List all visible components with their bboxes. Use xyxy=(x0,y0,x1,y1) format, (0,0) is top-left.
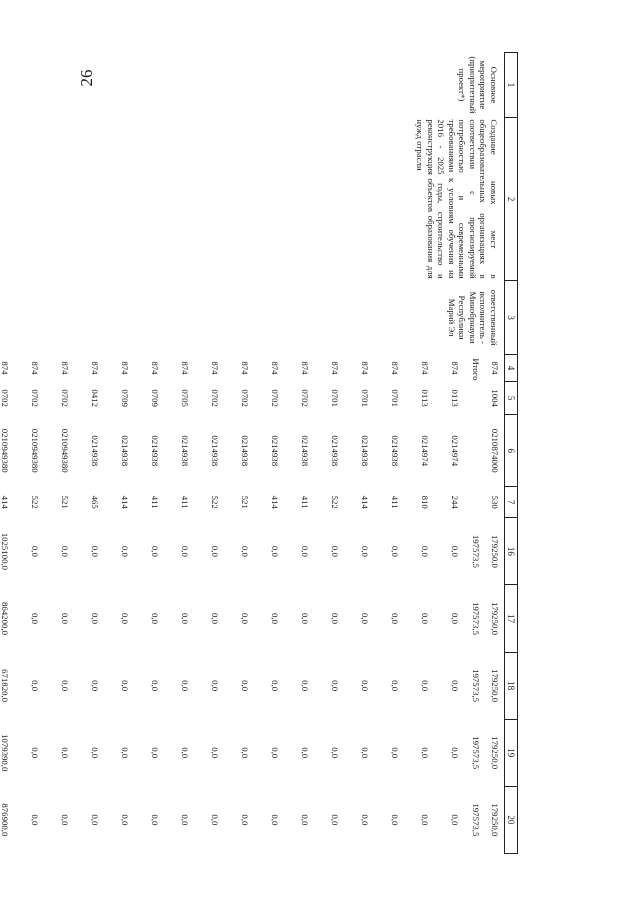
itogo-label: Итого xyxy=(471,358,481,381)
table-row-first xyxy=(470,53,505,854)
csr-cell: 0214938 xyxy=(300,435,311,467)
value-cell-16: 0,0 xyxy=(120,545,131,557)
value-cell-16: 0,0 xyxy=(330,545,341,557)
value-cell-16: 0,0 xyxy=(30,545,41,557)
value-cell-19: 0,0 xyxy=(180,747,191,759)
value-cell-17: 0,0 xyxy=(90,612,101,624)
header-cell: 6 xyxy=(505,415,518,487)
rzpr-cell: 0701 xyxy=(390,389,401,407)
csr-cell: 0214938 xyxy=(390,435,401,467)
value-cell-20: 0,0 xyxy=(120,814,131,826)
value-cell-16: 1025100,0 xyxy=(0,532,11,571)
header-cell: 20 xyxy=(505,786,518,853)
vr-cell: 522 xyxy=(210,495,221,509)
rzpr-cell: 0702 xyxy=(60,389,71,407)
value-cell-20: 0,0 xyxy=(420,814,431,826)
value-cell-18: 0,0 xyxy=(450,680,461,692)
value-cell-16: 0,0 xyxy=(210,545,221,557)
value-cell-20: 0,0 xyxy=(360,814,371,826)
value-cell-20: 0,0 xyxy=(450,814,461,826)
rzpr-cell: 0702 xyxy=(240,389,251,407)
value-cell-17: 0,0 xyxy=(390,612,401,624)
value-cell-20: 0,0 xyxy=(240,814,251,826)
value-amount-total: 197573,5 xyxy=(471,736,481,770)
csr-value: 0210874000 xyxy=(490,428,500,473)
value-cell-16 xyxy=(470,518,505,585)
grbs-cell: 874 xyxy=(330,361,341,375)
value-amount: 179250,0 xyxy=(490,534,500,568)
value-cell-17: 0,0 xyxy=(300,612,311,624)
value-cell-17: 0,0 xyxy=(240,612,251,624)
value-cell-17: 0,0 xyxy=(210,612,221,624)
value-cell-19: 0,0 xyxy=(150,747,161,759)
value-cell-16: 0,0 xyxy=(420,545,431,557)
vr-cell: 411 xyxy=(390,495,401,509)
vr-cell: 411 xyxy=(180,495,191,509)
value-cell-20: 0,0 xyxy=(30,814,41,826)
value-cell-18: 0,0 xyxy=(30,680,41,692)
csr-cell: 0214938 xyxy=(240,435,251,467)
header-cell: 19 xyxy=(505,719,518,786)
grbs-value: 874 xyxy=(490,361,500,375)
value-cell-17: 0,0 xyxy=(120,612,131,624)
value-cell-19: 0,0 xyxy=(330,747,341,759)
value-cell-20: 876900,0 xyxy=(0,803,11,837)
rzpr-cell: 0702 xyxy=(300,389,311,407)
value-cell-19: 0,0 xyxy=(360,747,371,759)
value-cell-18: 0,0 xyxy=(270,680,281,692)
value-amount: 179250,0 xyxy=(490,669,500,703)
value-cell-17: 0,0 xyxy=(420,612,431,624)
grbs-cell: 874 xyxy=(270,361,281,375)
header-cell: 17 xyxy=(505,585,518,652)
rzpr-cell: 0702 xyxy=(30,389,41,407)
value-amount: 179250,0 xyxy=(490,803,500,837)
vr-cell: 810 xyxy=(420,495,431,509)
grbs-cell: 874 xyxy=(30,361,41,375)
grbs-cell: 874 xyxy=(450,361,461,375)
page-number: 26 xyxy=(77,69,96,87)
value-cell-18: 0,0 xyxy=(360,680,371,692)
header-cell: 18 xyxy=(505,652,518,719)
header-cell: 1 xyxy=(505,53,518,118)
vr-cell: 411 xyxy=(150,495,161,509)
rzpr-cell: 0113 xyxy=(450,389,461,407)
value-cell-19: 0,0 xyxy=(60,747,71,759)
csr-cell: 0210949380 xyxy=(60,428,71,473)
grbs-cell: 874 xyxy=(240,361,251,375)
value-cell-19: 0,0 xyxy=(120,747,131,759)
value-cell-18: 0,0 xyxy=(300,680,311,692)
csr-cell: 0210949380 xyxy=(30,428,41,473)
value-cell-16: 0,0 xyxy=(270,545,281,557)
grbs-cell: 874 xyxy=(120,361,131,375)
rzpr-cell: 0702 xyxy=(210,389,221,407)
value-cell-18 xyxy=(470,652,505,719)
value-cell-19 xyxy=(470,719,505,786)
value-cell-20: 0,0 xyxy=(210,814,221,826)
value-cell-20 xyxy=(470,786,505,853)
value-cell-18: 0,0 xyxy=(150,680,161,692)
header-cell: 2 xyxy=(505,117,518,280)
value-amount: 179250,0 xyxy=(490,601,500,635)
value-cell-18: 0,0 xyxy=(210,680,221,692)
csr-cell xyxy=(470,415,505,487)
rzpr-cell: 0705 xyxy=(180,389,191,407)
value-cell-20: 0,0 xyxy=(180,814,191,826)
value-cell-20: 0,0 xyxy=(60,814,71,826)
value-amount-total: 197573,5 xyxy=(471,534,481,568)
budget-table-wrapper xyxy=(0,52,518,854)
vr-value: 530 xyxy=(490,495,500,509)
value-cell-18: 0,0 xyxy=(390,680,401,692)
grbs-cell: 874 xyxy=(300,361,311,375)
value-cell-19: 0,0 xyxy=(210,747,221,759)
csr-cell: 0214938 xyxy=(90,435,101,467)
activity-name: Основное мероприятие (приоритетный проект*) xyxy=(457,56,499,114)
grbs-cell: 874 xyxy=(60,361,71,375)
budget-table xyxy=(0,52,518,854)
value-cell-18: 0,0 xyxy=(420,680,431,692)
header-cell: 7 xyxy=(505,487,518,518)
value-cell-19: 0,0 xyxy=(450,747,461,759)
rzpr-cell: 0702 xyxy=(270,389,281,407)
value-cell-17: 0,0 xyxy=(330,612,341,624)
grbs-cell: 874 xyxy=(360,361,371,375)
value-cell-16: 0,0 xyxy=(360,545,371,557)
vr-cell: 465 xyxy=(90,495,101,509)
value-cell-17: 0,0 xyxy=(60,612,71,624)
value-cell-17 xyxy=(470,585,505,652)
value-cell-17: 0,0 xyxy=(150,612,161,624)
vr-cell: 521 xyxy=(60,495,71,509)
vr-cell: 522 xyxy=(330,495,341,509)
vr-cell xyxy=(470,487,505,518)
rzpr-cell: 0702 xyxy=(0,389,11,407)
grbs-cell xyxy=(470,355,505,382)
csr-cell: 0214938 xyxy=(120,435,131,467)
csr-cell: 0214938 xyxy=(180,435,191,467)
header-cell: 4 xyxy=(505,355,518,382)
value-cell-16: 0,0 xyxy=(150,545,161,557)
grbs-cell: 874 xyxy=(90,361,101,375)
csr-cell: 0214974 xyxy=(420,435,431,467)
activity-description: Создание новых мест в общеобразовательных организациях в соответствии с прогнозируемой потребностью и современными требованиями к условиям обучения на 2016 - 2025 годы, строительство и реконструкция объектов образования для нужд отрасли xyxy=(415,119,499,279)
value-amount-total: 197573,5 xyxy=(471,803,481,837)
vr-cell: 414 xyxy=(120,495,131,509)
rzpr-cell: 0709 xyxy=(120,389,131,407)
value-cell-16: 0,0 xyxy=(390,545,401,557)
value-cell-16: 0,0 xyxy=(450,545,461,557)
value-cell-20: 0,0 xyxy=(300,814,311,826)
value-cell-18: 0,0 xyxy=(120,680,131,692)
value-cell-16: 0,0 xyxy=(300,545,311,557)
value-cell-19: 1079390,0 xyxy=(0,734,11,772)
header-cell: 16 xyxy=(505,518,518,585)
rzpr-cell: 0701 xyxy=(330,389,341,407)
value-amount: 179250,0 xyxy=(490,736,500,770)
value-cell-19: 0,0 xyxy=(300,747,311,759)
value-cell-20: 0,0 xyxy=(330,814,341,826)
vr-cell: 522 xyxy=(30,495,41,509)
value-cell-18: 0,0 xyxy=(90,680,101,692)
grbs-cell: 874 xyxy=(420,361,431,375)
rzpr-cell xyxy=(470,381,505,415)
header-cell: 3 xyxy=(505,281,518,355)
rzpr-value: 1004 xyxy=(490,389,500,407)
csr-cell: 0214938 xyxy=(330,435,341,467)
value-cell-17: 0,0 xyxy=(30,612,41,624)
value-cell-17: 864200,0 xyxy=(0,601,11,635)
csr-cell: 0214938 xyxy=(150,435,161,467)
value-cell-20: 0,0 xyxy=(270,814,281,826)
vr-cell: 521 xyxy=(240,495,251,509)
value-cell-17: 0,0 xyxy=(360,612,371,624)
csr-cell: 0214974 xyxy=(450,435,461,467)
value-cell-20: 0,0 xyxy=(390,814,401,826)
value-cell-20: 0,0 xyxy=(90,814,101,826)
rzpr-cell: 0412 xyxy=(90,389,101,407)
value-cell-19: 0,0 xyxy=(270,747,281,759)
rzpr-cell: 0113 xyxy=(420,389,431,407)
activity-executor: ответственный исполнитель - Минобрнауки Республики Марий Эл xyxy=(447,289,499,346)
value-cell-18: 0,0 xyxy=(60,680,71,692)
rzpr-cell: 0701 xyxy=(360,389,371,407)
value-cell-17: 0,0 xyxy=(270,612,281,624)
value-cell-16: 0,0 xyxy=(60,545,71,557)
grbs-cell: 874 xyxy=(180,361,191,375)
rzpr-cell: 0709 xyxy=(150,389,161,407)
grbs-cell: 874 xyxy=(150,361,161,375)
grbs-cell: 874 xyxy=(0,361,11,375)
value-cell-19: 0,0 xyxy=(390,747,401,759)
header-cell: 5 xyxy=(505,381,518,415)
value-cell-16: 0,0 xyxy=(90,545,101,557)
value-amount-total: 197573,5 xyxy=(471,601,481,635)
vr-cell: 244 xyxy=(450,495,461,509)
value-cell-19: 0,0 xyxy=(240,747,251,759)
value-cell-17: 0,0 xyxy=(450,612,461,624)
grbs-cell: 874 xyxy=(210,361,221,375)
vr-cell: 414 xyxy=(0,495,11,509)
csr-cell: 0214938 xyxy=(360,435,371,467)
value-cell-18: 0,0 xyxy=(180,680,191,692)
value-cell-20: 0,0 xyxy=(150,814,161,826)
csr-cell: 0214938 xyxy=(210,435,221,467)
csr-cell: 0210949380 xyxy=(0,428,11,473)
grbs-cell: 874 xyxy=(390,361,401,375)
value-cell-17: 0,0 xyxy=(180,612,191,624)
vr-cell: 411 xyxy=(300,495,311,509)
value-cell-18: 0,0 xyxy=(330,680,341,692)
value-cell-19: 0,0 xyxy=(420,747,431,759)
value-cell-18: 671820,0 xyxy=(0,669,11,703)
value-cell-18: 0,0 xyxy=(240,680,251,692)
value-cell-16: 0,0 xyxy=(180,545,191,557)
value-cell-16: 0,0 xyxy=(240,545,251,557)
csr-cell: 0214938 xyxy=(270,435,281,467)
value-cell-19: 0,0 xyxy=(30,747,41,759)
value-amount-total: 197573,5 xyxy=(471,669,481,703)
value-cell-19: 0,0 xyxy=(90,747,101,759)
vr-cell: 414 xyxy=(360,495,371,509)
header-row xyxy=(505,53,518,854)
vr-cell: 414 xyxy=(270,495,281,509)
